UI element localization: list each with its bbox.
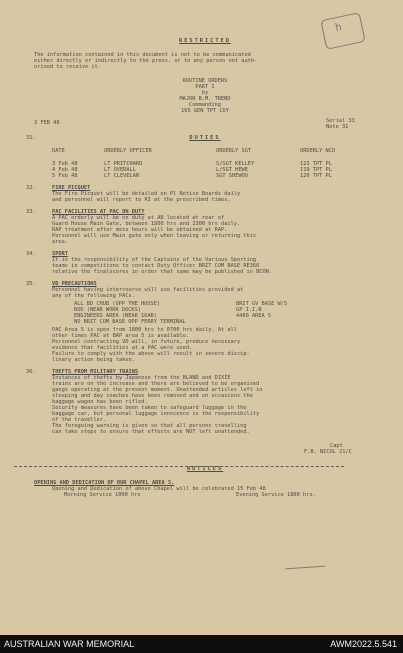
section-33-line-3: RAP treatment after mess hours will be obtained at RAP. <box>52 227 228 233</box>
duty-row-1-officer: LT PRITCHARD <box>104 161 143 167</box>
section-32-title: FIRE PICQUET <box>52 185 91 191</box>
section-34-title: SPORT <box>52 251 68 257</box>
section-36-line-1: Instances of thefts by Japanese from the BLAND and DIXIE <box>52 375 231 381</box>
section-35-pac-7: NO BRIT COM BASE OPP FERRY TERMINAL <box>74 319 186 325</box>
header-line-1: ROUTINE ORDERS <box>182 78 228 84</box>
duty-row-1-date: 3 Feb 48 <box>52 161 78 167</box>
section-35-pac-5: ENGINEERS AREA (NEAR 16AB) <box>74 313 157 319</box>
duty-row-2-sgt: L/SGT HEWE <box>216 167 248 173</box>
section-36-line-9: The foregoing warning is given so that all persons travelling <box>52 423 247 429</box>
section-35-pac-3: BOD (NEAR WORK DOCKS) <box>74 307 141 313</box>
duty-header-officer: ORDERLY OFFICER <box>104 148 152 154</box>
note: Note 31 <box>326 124 349 130</box>
section-36-line-8: of the traveller. <box>52 417 107 423</box>
stamp-mark: h <box>320 12 365 50</box>
footer-left: AUSTRALIAN WAR MEMORIAL <box>4 639 135 649</box>
section-34-line-2: teams in competitions to contact Duty Officer BRIT COM BASE RE366 <box>52 263 260 269</box>
section-36-num: 36. <box>26 369 36 375</box>
section-33-line-5: area. <box>52 239 68 245</box>
section-35-line-11: Failure to comply with the above will result in severe discip- <box>52 351 250 357</box>
section-32-line-2: and personnel will report to RI at the prescribed times. <box>52 197 231 203</box>
intro-line-2: either directly or indirectly to the press, or to any person not auth- <box>34 58 258 64</box>
duty-row-2-date: 4 Feb 48 <box>52 167 78 173</box>
notices-divider <box>14 466 344 467</box>
header-line-4: MAJOR B.M. TREND <box>179 96 231 102</box>
footer-right: AWM2022.5.541 <box>330 639 397 649</box>
duty-row-1-sgt: S/SGT KELLEY <box>216 161 255 167</box>
duty-row-2-nco: 119 TPT PL <box>300 167 332 173</box>
classification-heading: RESTRICTED <box>179 38 231 44</box>
section-35-line-2: any of the following PACs. <box>52 293 135 299</box>
header-line-2: PART I <box>195 84 215 90</box>
section-35-num: 35. <box>26 281 36 287</box>
duty-row-3-sgt: SGT SHEWOO <box>216 173 248 179</box>
duty-header-date: DATE <box>52 148 65 154</box>
notice-title: OPENING AND DEDICATION OF OUR CHAPEL AREA 5. <box>34 480 175 486</box>
signature-role: Capt <box>330 443 343 449</box>
section-34-line-3: relative the finalscores in order that same may be published in BCON. <box>52 269 273 275</box>
section-33-num: 33. <box>26 209 36 215</box>
intro-line-1: The information contained in this document is not to be communicated <box>34 52 251 58</box>
notice-line-2a: Morning Service 1000 hrs <box>64 492 141 498</box>
section-34-line-1: It is the responsibility of the Captains of the Various Sporting <box>52 257 257 263</box>
serial: Serial 33 <box>326 118 355 124</box>
notices-title: NOTICES <box>186 466 224 472</box>
notice-line-1: Opening and Dedication of above Chapel will be celebrated 15 Feb 48 <box>52 486 266 492</box>
header-line-3: by <box>201 90 209 96</box>
duty-row-2-officer: LT OVERALL <box>104 167 136 173</box>
intro-line-3: orised to receive it. <box>34 64 101 70</box>
section-32-num: 32. <box>26 185 36 191</box>
duty-row-1-nco: 123 TPT PL <box>300 161 332 167</box>
section-34-num: 34. <box>26 251 36 257</box>
notice-line-2b: Evening Service 1800 hrs. <box>236 492 316 498</box>
section-36-line-5: baggage wagon has been rifled. <box>52 399 148 405</box>
date-left: 3 FEB 48 <box>34 120 60 126</box>
section-36-line-10: can take steps to ensure that effects are NOT left unattended. <box>52 429 250 435</box>
section-35-line-12: linary action being taken. <box>52 357 135 363</box>
section-35-title: VD PRECAUTIONS <box>52 281 97 287</box>
section-35-line-1: Personnel having intercourse will use facilities provided at <box>52 287 244 293</box>
section-33-title: PAC FACILITIES AT PAC ON DUTY <box>52 209 145 215</box>
footer-bar <box>0 635 403 653</box>
duties-title: DUTIES <box>189 135 221 141</box>
section-35-pac-4: GP I.I.N <box>236 307 262 313</box>
duty-header-nco: ORDERLY NCO <box>300 148 336 154</box>
section-36-line-2: trains are on the increase and there are believed to be organised <box>52 381 260 387</box>
duty-row-3-nco: 120 TPT PL <box>300 173 332 179</box>
duty-row-3-date: 5 Feb 48 <box>52 173 78 179</box>
section-35-pac-1: ALL BD CHUB (OPP THE HOUSE) <box>74 301 161 307</box>
section-31-num: 31. <box>26 135 36 141</box>
signature-line: F.B. NICOL 21/C <box>304 449 352 455</box>
section-36-title: THEFTS FROM MILITARY TRAINS <box>52 369 139 375</box>
header-line-6: 165 GEN TPT COY <box>181 108 229 114</box>
section-35-pac-6: 4480 AREA 5 <box>236 313 272 319</box>
section-33-line-2: Guard House Main Gate, between 1800 hrs and 2300 hrs daily. <box>52 221 241 227</box>
section-33-line-1: A PAC orderly will be on duty at AB located at rear of <box>52 215 225 221</box>
duty-header-sgt: ORDERLY SGT <box>216 148 252 154</box>
signature-mark <box>285 556 326 570</box>
section-36-line-4: sleeping and day coaches have been removed and on occasions the <box>52 393 253 399</box>
duty-row-3-officer: LT CLEVELAN <box>104 173 140 179</box>
section-35-pac-2: BRIT GV BASE W/S <box>236 301 288 307</box>
section-32-line-1: The Fire Picquet will be detailed on Pl Notice Boards daily <box>52 191 241 197</box>
section-35-line-9: Personnel contracting VD will, in future, produce necessary <box>52 339 241 345</box>
section-35-line-8: other times PAC at BAP area 5 is available. <box>52 333 190 339</box>
header-line-5: Commanding <box>189 102 221 108</box>
section-36-line-6: Security measures have been taken to safeguard luggage in the <box>52 405 247 411</box>
section-36-line-3: gangs operating at the present moment. Unattended articles left in <box>52 387 263 393</box>
section-33-line-4: Personnel will use Main gate only when leaving or returning this <box>52 233 257 239</box>
section-35-line-7: PAC Area 5 is open from 1800 hrs to 0700 hrs daily. At all <box>52 327 237 333</box>
section-36-line-7: baggage car, but personal luggage innocence is the responsibility <box>52 411 260 417</box>
section-35-line-10: evidence that facilities at a PAC were used. <box>52 345 193 351</box>
